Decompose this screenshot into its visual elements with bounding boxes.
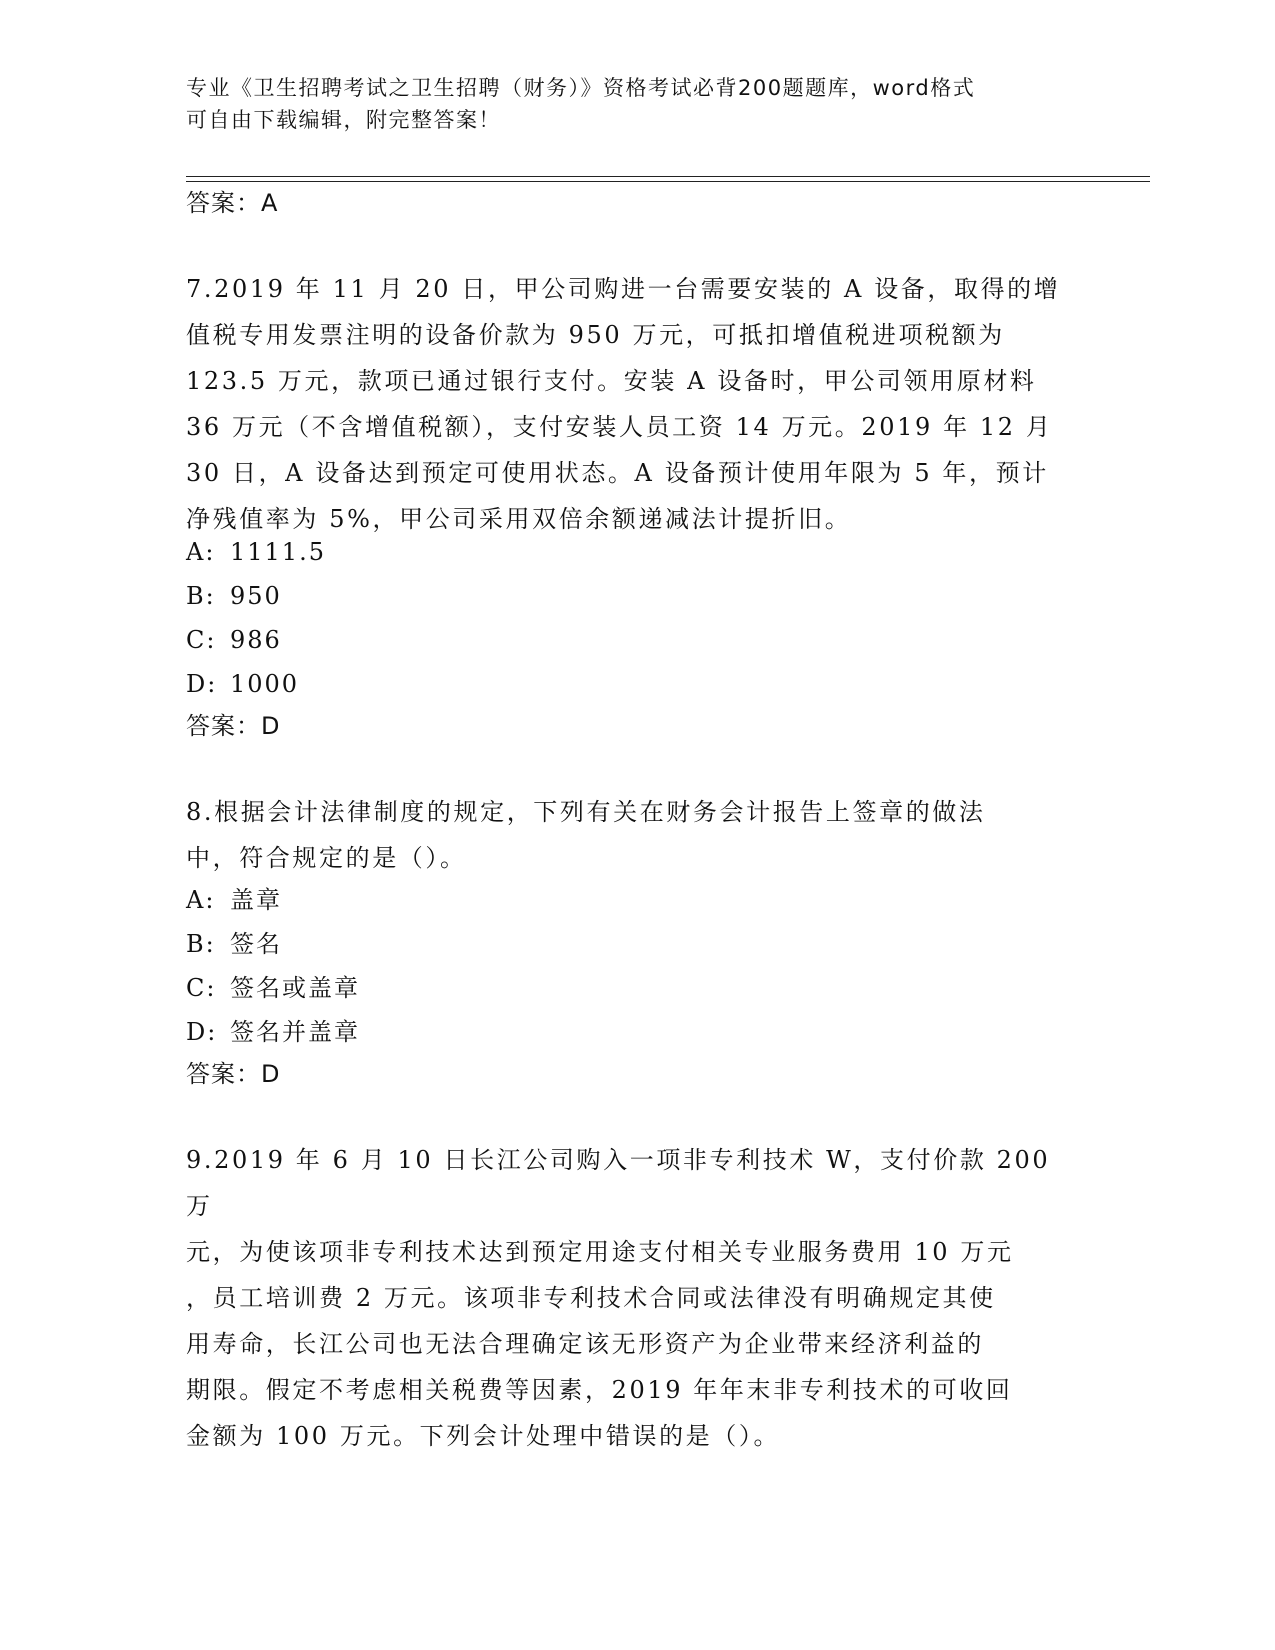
option-text: 签名 [230,930,282,958]
question-9-line: 9.2019 年 6 月 10 日长江公司购入一项非专利技术 W，支付价款 200 万 [186,1146,1051,1220]
question-8-line: 中，符合规定的是（）。 [186,844,467,872]
option-letter: B: [186,930,216,958]
question-7-line: 123.5 万元，款项已通过银行支付。安装 A 设备时，甲公司领用原材料 [186,367,1037,395]
question-7-option-c [186,625,282,655]
question-8-answer: 答案：D [186,1060,281,1088]
question-7-line: 值税专用发票注明的设备价款为 950 万元，可抵扣增值税进项税额为 [186,321,1005,349]
option-letter: C: [186,626,217,654]
question-7-option-a [186,537,326,567]
header-line-2: 可自由下载编辑，附完整答案！ [186,108,501,132]
header-divider-bottom [186,181,1150,182]
question-9-line: 用寿命，长江公司也无法合理确定该无形资产为企业带来经济利益的 [186,1330,984,1358]
option-text: 1111.5 [230,538,326,566]
question-7-option-b [186,581,282,611]
header-line-1: 专业《卫生招聘考试之卫生招聘（财务）》资格考试必背200题题库，word格式 [186,76,976,100]
option-letter: D: [186,670,218,698]
option-letter: A: [186,538,216,566]
option-text: 986 [230,626,282,654]
option-letter: B: [186,582,216,610]
question-7-option-d [186,669,299,699]
question-9-line: 元，为使该项非专利技术达到预定用途支付相关专业服务费用 10 万元 [186,1238,1014,1266]
header-divider-top [186,176,1150,177]
option-text: 签名并盖章 [230,1018,360,1046]
question-7-answer: 答案：D [186,712,281,740]
option-text: 950 [230,582,282,610]
option-text: 1000 [230,670,300,698]
question-8-line: 8.根据会计法律制度的规定，下列有关在财务会计报告上签章的做法 [186,798,986,826]
answer-previous-question: 答案：A [186,189,279,217]
question-8-option-d [186,1017,360,1047]
question-9-line: 金额为 100 万元。下列会计处理中错误的是（）。 [186,1422,781,1450]
question-9-line: 期限。假定不考虑相关税费等因素，2019 年年末非专利技术的可收回 [186,1376,1013,1404]
question-7-line: 36 万元（不含增值税额），支付安装人员工资 14 万元。2019 年 12 月 [186,413,1053,441]
question-9-line: ，员工培训费 2 万元。该项非专利技术合同或法律没有明确规定其使 [186,1284,996,1312]
question-8-option-b [186,929,282,959]
option-letter: D: [186,1018,218,1046]
question-8-option-c [186,973,360,1003]
question-7-line: 7.2019 年 11 月 20 日，甲公司购进一台需要安装的 A 设备，取得的增 [186,275,1061,303]
option-letter: A: [186,886,216,914]
question-7-line: 30 日，A 设备达到预定可使用状态。A 设备预计使用年限为 5 年，预计 [186,459,1049,487]
question-8-text [186,789,1066,881]
question-7-text [186,266,1066,542]
option-letter: C: [186,974,217,1002]
question-7-line: 净残值率为 5%，甲公司采用双倍余额递减法计提折旧。 [186,505,852,533]
question-9-text [186,1137,1066,1459]
question-8-option-a [186,885,282,915]
option-text: 盖章 [230,886,282,914]
page-header [186,72,1066,136]
option-text: 签名或盖章 [230,974,360,1002]
